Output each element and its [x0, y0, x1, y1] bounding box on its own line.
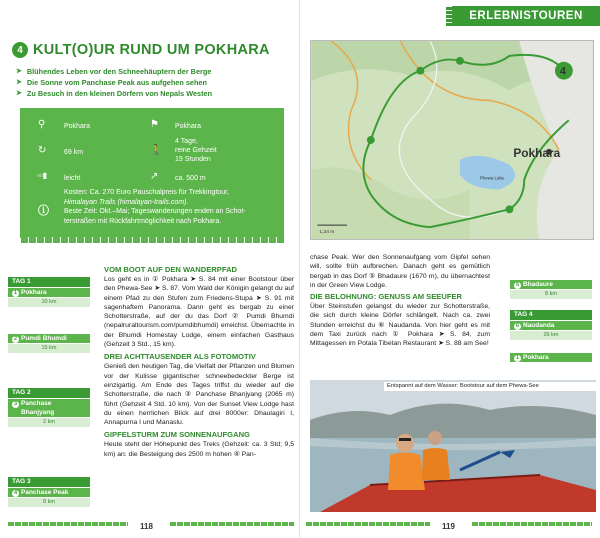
- page-number: 118: [140, 522, 153, 531]
- stage-distance: 8 km: [8, 498, 90, 507]
- costs-line-1: Kosten: Ca. 270 Euro Pauschalpreis für Trekkingtour,: [64, 189, 229, 196]
- stage-place: 1 Pokhara: [510, 353, 592, 362]
- tour-description-right: [310, 253, 490, 349]
- section-text: chase Peak. Wer den Sonnenaufgang vom Gipfel sehen will, sollte früh aufbrechen. Danach geht es gemütlich bergab in das Dorf ⑤ Bhadaure (1670 m), du übernachtest in der Green View Lodge.: [310, 254, 490, 289]
- season-line-1: Beste Zeit: Okt.–Mai; Tageswanderungen enden an Schot-: [64, 208, 246, 215]
- distance: 69 km: [64, 149, 84, 156]
- difficulty-bars-icon: ▫▫▮: [37, 171, 48, 180]
- arrow-icon: ➤: [16, 68, 22, 75]
- route-map-graphic: [311, 41, 593, 239]
- category-tab: ERLEBNISTOUREN: [452, 6, 600, 26]
- map-label-pokhara: Pokhara: [513, 145, 561, 160]
- tour-title: KULT(O)UR RUND UM POKHARA: [33, 42, 270, 58]
- stage-distance: 15 km: [8, 344, 90, 353]
- stage-day-tag: TAG 4: [510, 310, 592, 320]
- info-box-deco-edge: [21, 237, 284, 243]
- distance-icon: ↻: [38, 145, 47, 156]
- location-pin-icon: ⚲: [38, 119, 46, 130]
- hiker-icon: 🚶: [150, 145, 163, 156]
- tour-number-badge: 4: [12, 42, 28, 58]
- stage-place: 5 Bhadaure: [510, 280, 592, 289]
- stage-place: 1 Pokhara: [8, 288, 90, 297]
- highlight-item: ➤ Die Sonne vom Panchase Peak aus aufgehen sehen: [16, 78, 207, 87]
- stage-distance: 8 km: [510, 290, 592, 299]
- section-heading: DIE BELOHNUNG: GENUSS AM SEEUFER: [310, 292, 463, 302]
- season-line-2: terstraßen mit Rückfahrtmöglichkeit nach Pokhara.: [64, 217, 222, 225]
- stage-day-tag: TAG 2: [8, 388, 90, 398]
- info-icon: ⓘ: [38, 205, 49, 217]
- arrow-icon: ➤: [16, 79, 22, 86]
- stage-day-tag: TAG 1: [8, 277, 90, 287]
- boat-tour-photo: [310, 380, 596, 512]
- stage-place: 3 Panchase Bhanjyang: [8, 399, 90, 417]
- stage-place: 2 Pumdi Bhumdi: [8, 334, 90, 343]
- footer-rule: [306, 522, 430, 526]
- section-text: Über Steinstufen gelangst du wieder zur Schotterstraße, die sich durch kleine Dörfer schlängelt. Nach ca. zwei Stunden erreichst du ⑥ Naudanda. Von hier geht es mit dem Taxi zurück nach ① Pokhara ➤ S. 84, zum Mittagessen im Potala Tibetan Restaurant ➤ S. 88 am See!: [310, 303, 490, 348]
- boat-tour-image: [310, 380, 596, 512]
- costs-line-2: Himalayan Trails (himalayan-trails.com).: [64, 198, 189, 206]
- duration-line-3: 19 Stunden: [175, 156, 211, 163]
- stage-distance: 10 km: [8, 298, 90, 307]
- ascent-icon: ↗: [150, 171, 159, 182]
- footer-rule: [8, 522, 128, 526]
- ascent: ca. 500 m: [175, 175, 206, 182]
- route-map: [310, 40, 594, 240]
- section-heading: VOM BOOT AUF DEN WANDERPFAD: [104, 265, 238, 274]
- section-text: Los geht es in ① Pokhara ➤ S. 84 mit einer Bootstour über den Phewa-See ➤ S. 87. Vom Wald der Königin gelangt du auf einem Pfad zu den Stufen zum Friedens-Stupa ➤ S. 91 mit sagenhaftem Panorama. Dann geht es bergab zu einer Schotterstraße, auf der du das Dorf ② Pumdi Bhumdi (nepalruraltourism.com/pumdibhumdi) erreichst. Übernachte in der Bhumdi Homestay Lodge, einem einfachen Gasthaus (Gehzeit 3 Std., 15 km).: [104, 276, 294, 349]
- stage-place: 4 Panchase Peak: [8, 488, 90, 497]
- section-heading: GIPFELSTURM ZUM SONNENAUFGANG: [104, 430, 250, 440]
- photo-caption: Entspannt auf dem Wasser: Bootstour auf dem Phewa-See: [384, 382, 596, 391]
- duration-line-1: 4 Tage,: [175, 138, 198, 145]
- tour-description-left: [104, 262, 294, 459]
- map-label-lake: Phewa Lake: [479, 175, 505, 181]
- arrow-icon: ➤: [16, 90, 22, 97]
- highlight-item: ➤ Blühendes Leben vor den Schneehäuptern der Berge: [16, 67, 212, 76]
- tour-header: [12, 42, 270, 58]
- start-point: Pokhara: [64, 123, 91, 130]
- page-number: 119: [442, 522, 455, 531]
- finish-flag-icon: ⚑: [150, 119, 159, 130]
- section-text: Heute steht der Höhepunkt des Treks (Gehzeit: ca. 3 Std; 9,5 km) an: die Besteigung des 2500 m hohen ④ Pan-: [104, 441, 294, 458]
- stage-place: 6 Naudanda: [510, 321, 592, 330]
- highlight-item: ➤ Zu Besuch in den kleinen Dörfern von Nepals Westen: [16, 89, 213, 98]
- duration-line-2: reine Gehzeit: [175, 147, 217, 154]
- svg-text:4: 4: [559, 65, 566, 78]
- map-scale: 1,24 m: [319, 230, 335, 236]
- tour-info-box: [20, 108, 284, 238]
- footer-rule: [472, 522, 592, 526]
- section-heading: DREI ACHTTAUSENDER ALS FOTOMOTIV: [104, 352, 256, 362]
- highlight-list: [16, 66, 286, 99]
- stage-day-tag: TAG 3: [8, 477, 90, 487]
- stage-distance: 2 km: [8, 418, 90, 427]
- end-point: Pokhara: [175, 123, 202, 130]
- difficulty: leicht: [64, 175, 81, 182]
- right-page: [300, 0, 600, 538]
- footer-rule: [170, 522, 294, 526]
- section-text: Genieß den heutigen Tag, die Vielfalt der Pflanzen und Blumen vor der Kulisse gigantischer schneebedeckter Berge ist einzigartig. Am Ende des Tages triffst du wieder auf die Schotterstraße, die nach ③ Panchase Bhanjyang (2065 m) führt (Gehzeit 4 Std. 10 km). Von der Sunset View Lodge hast du einen herrlichen Blick auf drei 8000er: Dhaulagiri I, Annapurna I und Manaslu.: [104, 363, 294, 427]
- stage-distance: 26 km: [510, 331, 592, 340]
